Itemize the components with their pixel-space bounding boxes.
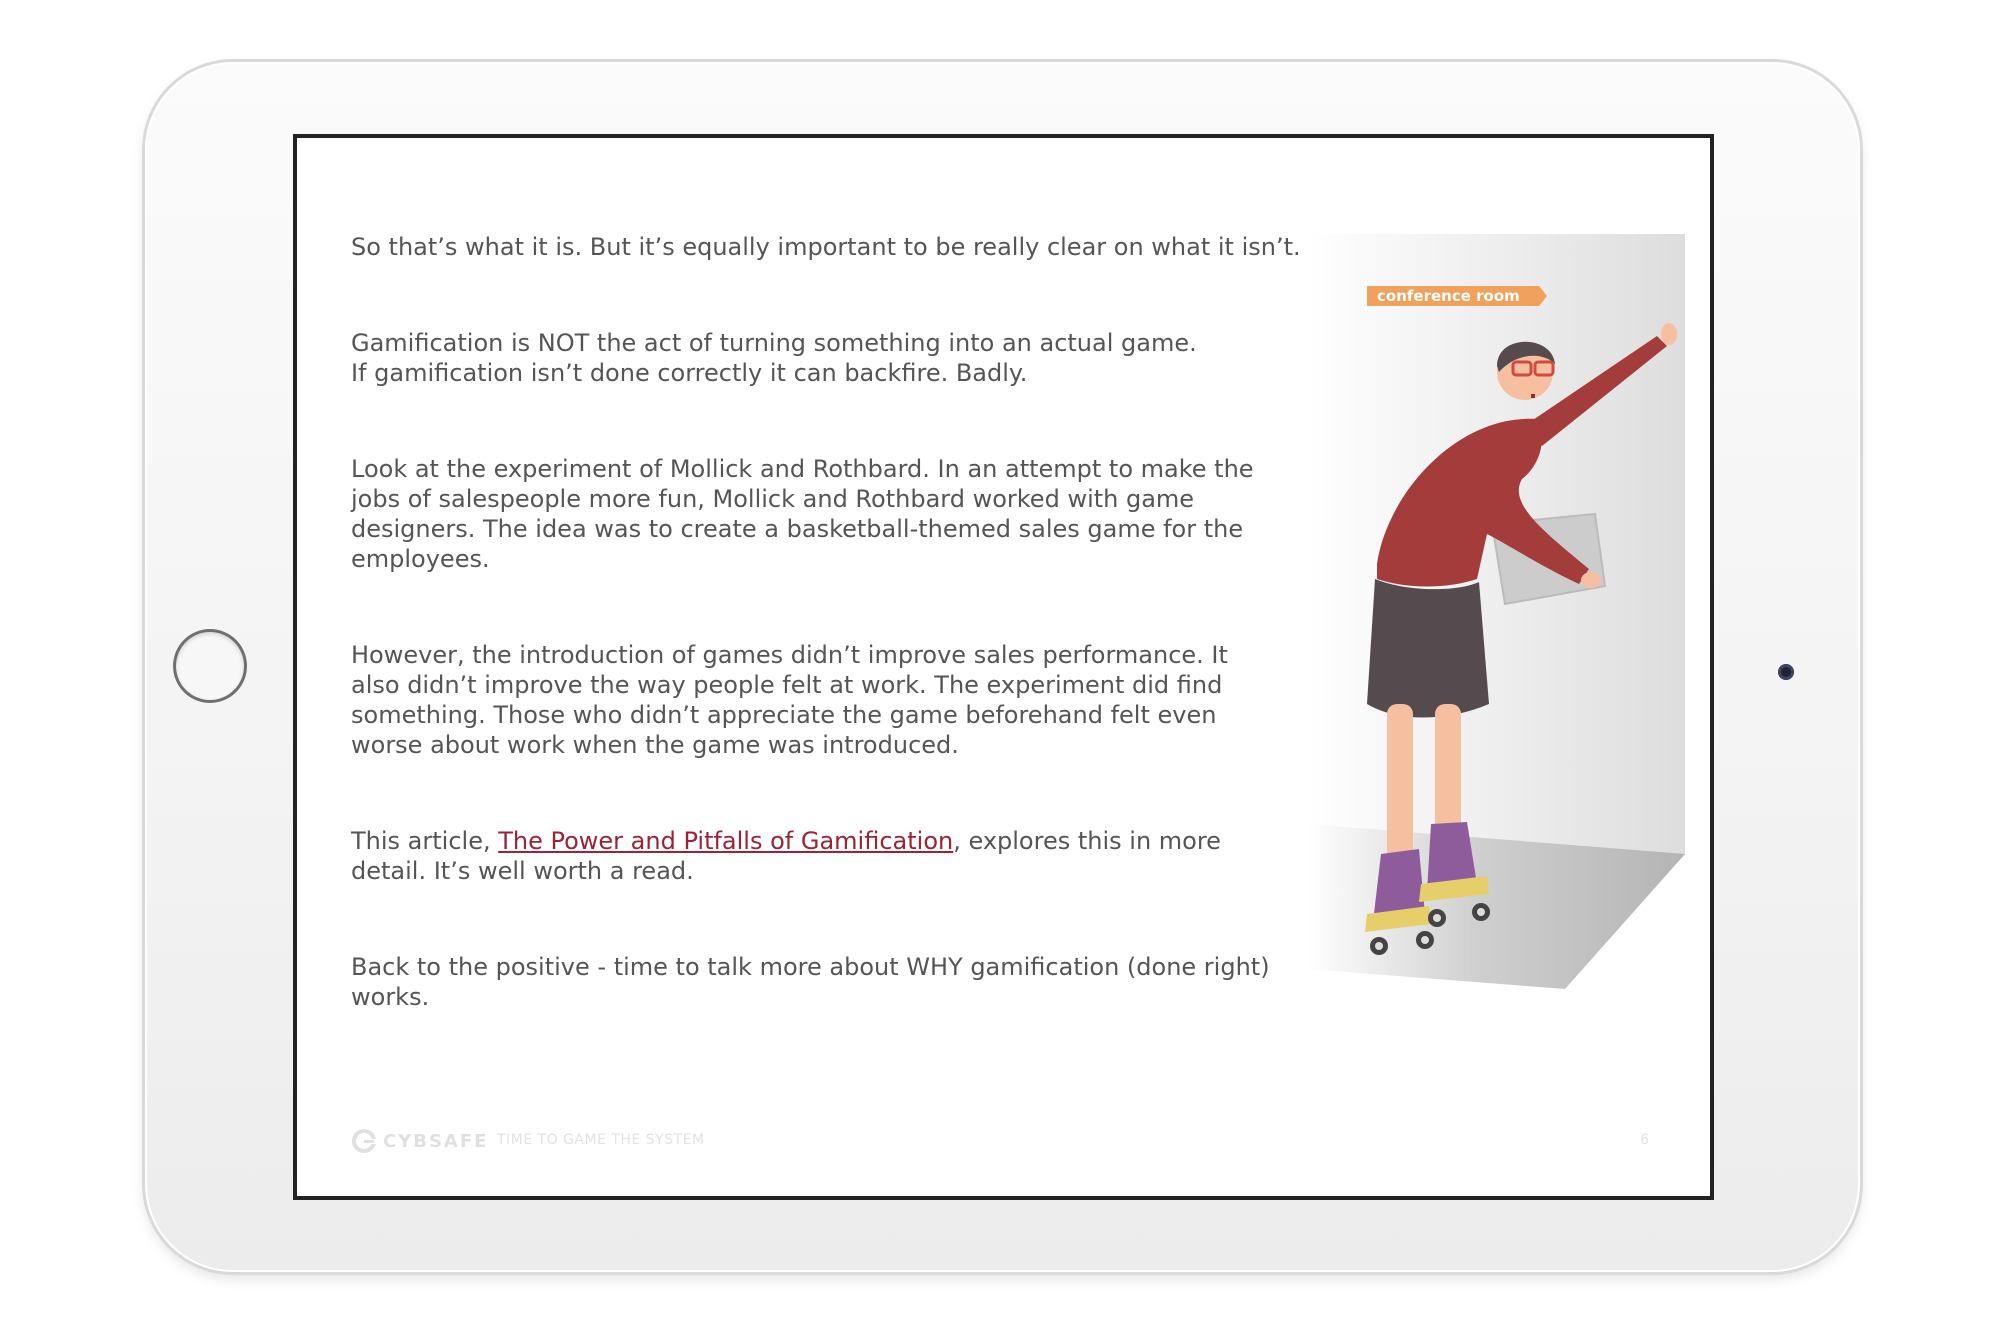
paragraph-results xyxy=(351,640,1351,760)
article-prefix: This article, xyxy=(351,827,499,855)
text-line: However, the introduction of games didn’t improve sales performance. It xyxy=(351,641,1228,669)
article-link[interactable]: The Power and Pitfalls of Gamification xyxy=(498,827,954,855)
paragraph-article xyxy=(351,826,1351,886)
page-footer xyxy=(351,1128,1671,1158)
cybsafe-logo xyxy=(351,1128,488,1154)
logo-text: CYBSAFE xyxy=(383,1130,489,1152)
home-button[interactable] xyxy=(176,632,244,700)
text-line: Look at the experiment of Mollick and Rothbard. In an attempt to make the xyxy=(351,455,1254,483)
text-line: Back to the positive - time to talk more about WHY gamification (done right) xyxy=(351,953,1270,981)
text-line: detail. It’s well worth a read. xyxy=(351,857,694,885)
text-line: jobs of salespeople more fun, Mollick and Rothbard worked with game xyxy=(351,485,1195,513)
cybsafe-logo-icon xyxy=(351,1128,377,1154)
text-line: works. xyxy=(351,983,430,1011)
paragraph-experiment xyxy=(351,454,1351,574)
text-line: designers. The idea was to create a basketball-themed sales game for the xyxy=(351,515,1244,543)
paragraph-intro xyxy=(351,232,1351,262)
paragraph-not-a-game xyxy=(351,328,1351,388)
sign-label: conference room xyxy=(1377,287,1520,305)
conference-room-sign xyxy=(1367,286,1547,306)
text-line: employees. xyxy=(351,545,490,573)
text-line: Gamification is NOT the act of turning something into an actual game. xyxy=(351,329,1197,357)
roller-skater-illustration xyxy=(1307,234,1687,1014)
paragraph-closing xyxy=(351,952,1351,1012)
page-number: 6 xyxy=(1640,1132,1649,1148)
document-body xyxy=(351,232,1351,1078)
text-line: If gamification isn’t done correctly it can backfire. Badly. xyxy=(351,359,1028,387)
front-camera xyxy=(1778,664,1794,680)
tablet-screen xyxy=(293,134,1714,1200)
raised-hand xyxy=(1661,323,1677,345)
text-line: also didn’t improve the way people felt at work. The experiment did find xyxy=(351,671,1223,699)
left-leg xyxy=(1387,704,1413,864)
text-line: something. Those who didn’t appreciate the game beforehand felt even xyxy=(351,701,1217,729)
text-line: So that’s what it is. But it’s equally important to be really clear on what it isn’t. xyxy=(351,233,1301,261)
mouth xyxy=(1531,394,1535,398)
article-suffix: , explores this in more xyxy=(953,827,1221,855)
text-line: worse about work when the game was introduced. xyxy=(351,731,959,759)
right-leg xyxy=(1435,704,1461,834)
footer-tagline: TIME TO GAME THE SYSTEM xyxy=(497,1132,705,1148)
skirt xyxy=(1367,579,1489,718)
lower-hand xyxy=(1581,572,1601,588)
text-line xyxy=(351,826,1351,856)
